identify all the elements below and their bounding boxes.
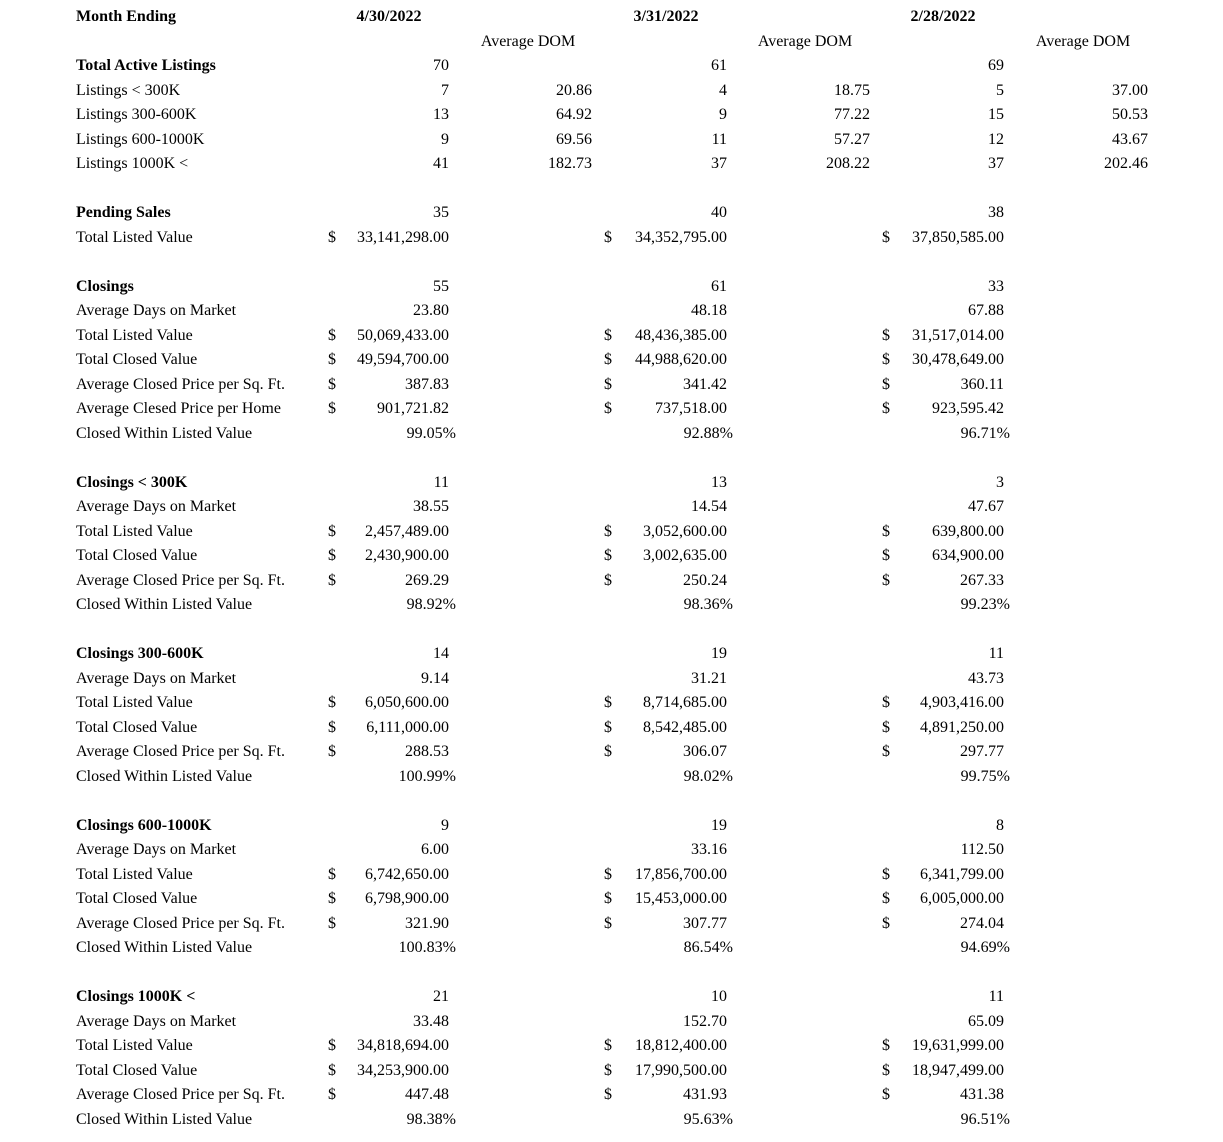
row-value: 100.99% bbox=[398, 767, 456, 785]
row-label: Closed Within Listed Value bbox=[76, 1110, 253, 1128]
table-row bbox=[0, 887, 1223, 911]
row-value: 360.11 bbox=[960, 375, 1004, 393]
dollar-sign: $ bbox=[882, 1037, 890, 1054]
row-label: Average Days on Market bbox=[76, 841, 237, 858]
row-value: 41 bbox=[433, 155, 449, 172]
section-title-row bbox=[0, 642, 1223, 666]
dollar-sign: $ bbox=[604, 890, 612, 907]
dollar-sign: $ bbox=[882, 571, 890, 589]
row-value: 5 bbox=[996, 81, 1004, 99]
table-row bbox=[0, 373, 1223, 397]
header-label: Month Ending bbox=[76, 8, 177, 25]
row-value: 96.51% bbox=[960, 1110, 1010, 1128]
row-label: Closed Within Listed Value bbox=[76, 767, 253, 785]
row-label: Average Days on Market bbox=[76, 302, 237, 319]
row-value: 307.77 bbox=[683, 914, 727, 932]
row-value: 98.38% bbox=[406, 1110, 456, 1128]
section-count: 11 bbox=[988, 645, 1004, 662]
row-value: 6,111,000.00 bbox=[366, 718, 449, 736]
row-value: 447.48 bbox=[405, 1086, 449, 1103]
row-value: 341.42 bbox=[683, 375, 727, 393]
row-value: 4,903,416.00 bbox=[920, 694, 1004, 711]
row-value: 634,900.00 bbox=[932, 547, 1004, 564]
section-count: 33 bbox=[988, 277, 1004, 295]
dollar-sign: $ bbox=[328, 1061, 336, 1079]
dollar-sign: $ bbox=[328, 914, 336, 932]
row-value: 6,742,650.00 bbox=[365, 865, 449, 883]
row-value: 18,947,499.00 bbox=[912, 1061, 1004, 1079]
row-value: 431.38 bbox=[960, 1086, 1004, 1103]
row-value: 38.55 bbox=[413, 498, 449, 515]
section-count: 19 bbox=[711, 645, 727, 662]
row-average-dom: 202.46 bbox=[1104, 155, 1148, 172]
section-title: Total Active Listings bbox=[76, 57, 216, 74]
row-average-dom: 43.67 bbox=[1112, 130, 1148, 148]
section-count: 13 bbox=[711, 473, 727, 491]
dollar-sign: $ bbox=[328, 1086, 336, 1103]
dollar-sign: $ bbox=[882, 694, 890, 711]
dollar-sign: $ bbox=[882, 1061, 890, 1079]
table-row bbox=[0, 691, 1223, 715]
section-count: 11 bbox=[988, 988, 1004, 1005]
row-label: Average Days on Market bbox=[76, 669, 237, 687]
row-label: Total Closed Value bbox=[76, 1061, 198, 1079]
section-count: 35 bbox=[433, 204, 449, 221]
dollar-sign: $ bbox=[328, 351, 336, 368]
row-value: 9 bbox=[719, 106, 727, 123]
dollar-sign: $ bbox=[882, 375, 890, 393]
average-dom-header: Average DOM bbox=[757, 32, 853, 50]
row-label: Total Listed Value bbox=[76, 228, 193, 246]
section-count: 19 bbox=[711, 816, 727, 834]
dollar-sign: $ bbox=[604, 547, 612, 564]
row-average-dom: 69.56 bbox=[556, 130, 592, 148]
header-date: 4/30/2022 bbox=[356, 8, 422, 25]
average-dom-header: Average DOM bbox=[480, 32, 576, 50]
row-value: 99.75% bbox=[960, 767, 1010, 785]
section-count: 40 bbox=[711, 204, 727, 221]
row-value: 50,069,433.00 bbox=[357, 326, 449, 344]
row-value: 98.36% bbox=[683, 596, 733, 613]
table-row bbox=[0, 593, 1223, 617]
row-value: 34,818,694.00 bbox=[357, 1037, 449, 1054]
row-label: Listings 600-1000K bbox=[76, 130, 205, 148]
row-value: 34,253,900.00 bbox=[357, 1061, 449, 1079]
row-value: 17,990,500.00 bbox=[635, 1061, 727, 1079]
row-value: 34,352,795.00 bbox=[635, 228, 727, 246]
table-row bbox=[0, 79, 1223, 103]
dollar-sign: $ bbox=[882, 890, 890, 907]
dollar-sign: $ bbox=[604, 914, 612, 932]
row-label: Average Closed Price per Sq. Ft. bbox=[76, 743, 285, 760]
row-value: 99.23% bbox=[960, 596, 1010, 613]
row-value: 100.83% bbox=[398, 939, 456, 956]
section-title: Closings bbox=[76, 277, 134, 295]
row-label: Closed Within Listed Value bbox=[76, 596, 253, 613]
table-row bbox=[0, 1059, 1223, 1083]
row-value: 44,988,620.00 bbox=[635, 351, 727, 368]
row-value: 14.54 bbox=[691, 498, 727, 515]
row-value: 95.63% bbox=[683, 1110, 733, 1128]
dollar-sign: $ bbox=[604, 1086, 612, 1103]
dollar-sign: $ bbox=[604, 1037, 612, 1054]
table-row bbox=[0, 397, 1223, 421]
table-row bbox=[0, 1034, 1223, 1058]
row-label: Total Closed Value bbox=[76, 351, 198, 368]
dollar-sign: $ bbox=[604, 694, 612, 711]
row-label: Listings < 300K bbox=[76, 81, 181, 99]
row-label: Closed Within Listed Value bbox=[76, 939, 253, 956]
row-value: 18,812,400.00 bbox=[635, 1037, 727, 1054]
row-label: Closed Within Listed Value bbox=[76, 424, 253, 442]
section-count: 70 bbox=[433, 57, 449, 74]
row-value: 9.14 bbox=[421, 669, 449, 687]
row-average-dom: 37.00 bbox=[1112, 81, 1148, 99]
row-value: 6,341,799.00 bbox=[920, 865, 1004, 883]
row-value: 33.48 bbox=[413, 1012, 449, 1030]
row-value: 112.50 bbox=[960, 841, 1004, 858]
table-row bbox=[0, 348, 1223, 372]
row-value: 901,721.82 bbox=[377, 400, 449, 417]
dollar-sign: $ bbox=[882, 1086, 890, 1103]
header-date: 2/28/2022 bbox=[910, 8, 976, 25]
row-average-dom: 182.73 bbox=[548, 155, 592, 172]
dollar-sign: $ bbox=[328, 547, 336, 564]
table-row bbox=[0, 103, 1223, 127]
table-row bbox=[0, 912, 1223, 936]
dollar-sign: $ bbox=[604, 522, 612, 540]
row-value: 11 bbox=[711, 130, 727, 148]
row-value: 6.00 bbox=[421, 841, 449, 858]
row-value: 737,518.00 bbox=[655, 400, 727, 417]
row-value: 37,850,585.00 bbox=[912, 228, 1004, 246]
row-value: 387.83 bbox=[405, 375, 449, 393]
row-value: 15 bbox=[988, 106, 1004, 123]
row-average-dom: 77.22 bbox=[834, 106, 870, 123]
row-value: 639,800.00 bbox=[932, 522, 1004, 540]
row-average-dom: 57.27 bbox=[834, 130, 870, 148]
row-value: 37 bbox=[711, 155, 727, 172]
row-value: 98.92% bbox=[406, 596, 456, 613]
table-row bbox=[0, 716, 1223, 740]
row-value: 321.90 bbox=[405, 914, 449, 932]
dollar-sign: $ bbox=[604, 228, 612, 246]
dollar-sign: $ bbox=[328, 228, 336, 246]
average-dom-header: Average DOM bbox=[1035, 32, 1131, 50]
row-value: 17,856,700.00 bbox=[635, 865, 727, 883]
row-value: 2,457,489.00 bbox=[365, 522, 449, 540]
row-label: Average Closed Price per Sq. Ft. bbox=[76, 375, 285, 393]
row-average-dom: 18.75 bbox=[834, 81, 870, 99]
row-label: Total Closed Value bbox=[76, 547, 198, 564]
section-count: 10 bbox=[711, 988, 727, 1005]
row-label: Average Days on Market bbox=[76, 498, 237, 515]
row-value: 7 bbox=[441, 81, 449, 99]
dollar-sign: $ bbox=[604, 865, 612, 883]
row-value: 23.80 bbox=[413, 302, 449, 319]
section-count: 8 bbox=[996, 816, 1004, 834]
row-label: Total Listed Value bbox=[76, 522, 193, 540]
section-title: Closings < 300K bbox=[76, 473, 188, 491]
dollar-sign: $ bbox=[882, 718, 890, 736]
dollar-sign: $ bbox=[328, 522, 336, 540]
section-count: 61 bbox=[711, 277, 727, 295]
row-value: 86.54% bbox=[683, 939, 733, 956]
section-title-row bbox=[0, 814, 1223, 838]
dollar-sign: $ bbox=[328, 694, 336, 711]
row-label: Total Listed Value bbox=[76, 326, 193, 344]
dollar-sign: $ bbox=[882, 326, 890, 344]
row-value: 267.33 bbox=[960, 571, 1004, 589]
table-row bbox=[0, 299, 1223, 323]
dollar-sign: $ bbox=[882, 522, 890, 540]
dollar-sign: $ bbox=[604, 375, 612, 393]
row-value: 30,478,649.00 bbox=[912, 351, 1004, 368]
section-title: Closings 1000K < bbox=[76, 988, 196, 1005]
row-label: Total Listed Value bbox=[76, 694, 193, 711]
section-title: Pending Sales bbox=[76, 204, 171, 221]
row-value: 65.09 bbox=[968, 1012, 1004, 1030]
row-label: Total Closed Value bbox=[76, 718, 198, 736]
row-label: Average Closed Price per Sq. Ft. bbox=[76, 914, 285, 932]
row-value: 98.02% bbox=[683, 767, 733, 785]
table-row bbox=[0, 544, 1223, 568]
row-value: 13 bbox=[433, 106, 449, 123]
header-date: 3/31/2022 bbox=[633, 8, 699, 25]
table-row bbox=[0, 838, 1223, 862]
table-row bbox=[0, 1083, 1223, 1107]
section-count: 38 bbox=[988, 204, 1004, 221]
row-value: 923,595.42 bbox=[932, 400, 1004, 417]
row-value: 47.67 bbox=[968, 498, 1004, 515]
row-value: 2,430,900.00 bbox=[365, 547, 449, 564]
section-count: 55 bbox=[433, 277, 449, 295]
row-value: 3,052,600.00 bbox=[643, 522, 727, 540]
table-row bbox=[0, 520, 1223, 544]
dollar-sign: $ bbox=[882, 547, 890, 564]
row-value: 431.93 bbox=[683, 1086, 727, 1103]
table-row bbox=[0, 1010, 1223, 1034]
row-value: 33,141,298.00 bbox=[357, 228, 449, 246]
row-value: 297.77 bbox=[960, 743, 1004, 760]
row-value: 49,594,700.00 bbox=[357, 351, 449, 368]
table-row bbox=[0, 226, 1223, 250]
dollar-sign: $ bbox=[604, 351, 612, 368]
dollar-sign: $ bbox=[328, 890, 336, 907]
dollar-sign: $ bbox=[882, 743, 890, 760]
dollar-sign: $ bbox=[604, 718, 612, 736]
section-count: 3 bbox=[996, 473, 1004, 491]
section-count: 14 bbox=[433, 645, 449, 662]
dollar-sign: $ bbox=[328, 1037, 336, 1054]
section-title: Closings 300-600K bbox=[76, 645, 204, 662]
row-value: 37 bbox=[988, 155, 1004, 172]
row-value: 96.71% bbox=[960, 424, 1010, 442]
row-value: 8,714,685.00 bbox=[643, 694, 727, 711]
section-title-row bbox=[0, 985, 1223, 1009]
dollar-sign: $ bbox=[328, 400, 336, 417]
row-value: 33.16 bbox=[691, 841, 727, 858]
row-value: 8,542,485.00 bbox=[643, 718, 727, 736]
row-value: 67.88 bbox=[968, 302, 1004, 319]
dollar-sign: $ bbox=[328, 718, 336, 736]
row-value: 92.88% bbox=[683, 424, 733, 442]
row-label: Total Listed Value bbox=[76, 865, 193, 883]
row-average-dom: 50.53 bbox=[1112, 106, 1148, 123]
row-value: 306.07 bbox=[683, 743, 727, 760]
dollar-sign: $ bbox=[882, 228, 890, 246]
table-row bbox=[0, 863, 1223, 887]
table-row bbox=[0, 422, 1223, 446]
table-row bbox=[0, 569, 1223, 593]
row-value: 288.53 bbox=[405, 743, 449, 760]
dollar-sign: $ bbox=[604, 1061, 612, 1079]
row-label: Listings 1000K < bbox=[76, 155, 189, 172]
table-row bbox=[0, 324, 1223, 348]
row-value: 15,453,000.00 bbox=[635, 890, 727, 907]
dollar-sign: $ bbox=[882, 351, 890, 368]
row-value: 31,517,014.00 bbox=[912, 326, 1004, 344]
table-row bbox=[0, 152, 1223, 176]
row-value: 152.70 bbox=[683, 1012, 727, 1030]
row-value: 9 bbox=[441, 130, 449, 148]
row-value: 4,891,250.00 bbox=[920, 718, 1004, 736]
table-row bbox=[0, 740, 1223, 764]
section-title: Closings 600-1000K bbox=[76, 816, 212, 834]
table-row bbox=[0, 765, 1223, 789]
dom-header-row bbox=[0, 30, 1223, 54]
row-value: 43.73 bbox=[968, 669, 1004, 687]
row-value: 48,436,385.00 bbox=[635, 326, 727, 344]
row-label: Listings 300-600K bbox=[76, 106, 197, 123]
dollar-sign: $ bbox=[328, 326, 336, 344]
dollar-sign: $ bbox=[604, 326, 612, 344]
row-average-dom: 64.92 bbox=[556, 106, 592, 123]
row-value: 6,050,600.00 bbox=[365, 694, 449, 711]
dollar-sign: $ bbox=[882, 400, 890, 417]
row-label: Average Closed Price per Sq. Ft. bbox=[76, 571, 285, 589]
row-label: Average Clesed Price per Home bbox=[76, 400, 281, 417]
row-value: 94.69% bbox=[960, 939, 1010, 956]
row-value: 12 bbox=[988, 130, 1004, 148]
row-value: 99.05% bbox=[406, 424, 456, 442]
row-label: Total Closed Value bbox=[76, 890, 198, 907]
section-count: 9 bbox=[441, 816, 449, 834]
row-value: 6,005,000.00 bbox=[920, 890, 1004, 907]
dollar-sign: $ bbox=[882, 914, 890, 932]
header-row bbox=[0, 5, 1223, 29]
section-count: 21 bbox=[433, 988, 449, 1005]
table-row bbox=[0, 667, 1223, 691]
table-row bbox=[0, 128, 1223, 152]
row-average-dom: 208.22 bbox=[826, 155, 870, 172]
row-value: 48.18 bbox=[691, 302, 727, 319]
table-row bbox=[0, 936, 1223, 960]
row-value: 4 bbox=[719, 81, 727, 99]
dollar-sign: $ bbox=[882, 865, 890, 883]
section-title-row bbox=[0, 54, 1223, 78]
dollar-sign: $ bbox=[328, 571, 336, 589]
section-count: 69 bbox=[988, 57, 1004, 74]
section-title-row bbox=[0, 275, 1223, 299]
section-count: 61 bbox=[711, 57, 727, 74]
row-label: Average Closed Price per Sq. Ft. bbox=[76, 1086, 285, 1103]
row-average-dom: 20.86 bbox=[556, 81, 592, 99]
section-title-row bbox=[0, 201, 1223, 225]
dollar-sign: $ bbox=[328, 743, 336, 760]
dollar-sign: $ bbox=[604, 743, 612, 760]
row-label: Average Days on Market bbox=[76, 1012, 237, 1030]
section-title-row bbox=[0, 471, 1223, 495]
dollar-sign: $ bbox=[604, 400, 612, 417]
row-value: 250.24 bbox=[683, 571, 727, 589]
dollar-sign: $ bbox=[328, 865, 336, 883]
row-value: 31.21 bbox=[691, 669, 727, 687]
row-value: 269.29 bbox=[405, 571, 449, 589]
table-row bbox=[0, 1108, 1223, 1132]
section-count: 11 bbox=[433, 473, 449, 491]
table-row bbox=[0, 495, 1223, 519]
row-label: Total Listed Value bbox=[76, 1037, 193, 1054]
row-value: 6,798,900.00 bbox=[365, 890, 449, 907]
row-value: 19,631,999.00 bbox=[912, 1037, 1004, 1054]
dollar-sign: $ bbox=[604, 571, 612, 589]
row-value: 3,002,635.00 bbox=[643, 547, 727, 564]
row-value: 274.04 bbox=[960, 914, 1004, 932]
dollar-sign: $ bbox=[328, 375, 336, 393]
